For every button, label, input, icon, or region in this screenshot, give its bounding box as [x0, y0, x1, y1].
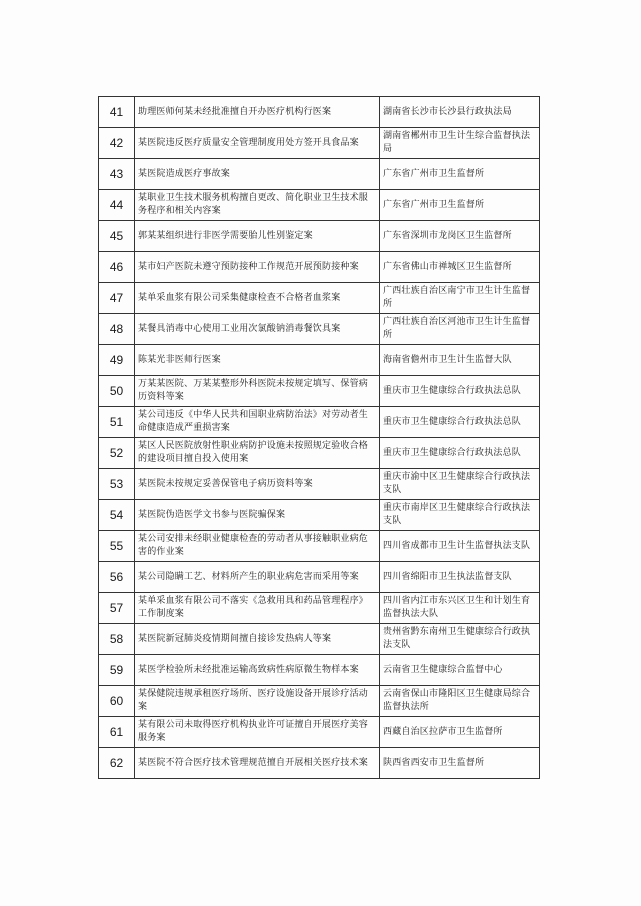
case-name-cell: [135, 407, 380, 438]
case-name: 某餐具消毒中心使用工业用次氯酸钠消毒餐饮具案: [138, 323, 341, 334]
case-name-cell: [135, 717, 380, 748]
table-row: [99, 314, 540, 345]
case-name: 某区人民医院放射性职业病防护设施未按照规定验收合格的建设项目擅自投入使用案: [138, 441, 369, 464]
case-name-cell: [135, 593, 380, 624]
agency-name: 广东省广州市卫生监督所: [383, 199, 485, 210]
agency-cell: [380, 655, 540, 686]
agency-name: 四川省成都市卫生计生监督执法支队: [383, 540, 531, 551]
table-row: [99, 128, 540, 159]
agency-cell: [380, 314, 540, 345]
agency-name: 四川省绵阳市卫生执法监督支队: [383, 571, 512, 582]
case-name-cell: [135, 345, 380, 376]
case-table-body: [99, 97, 540, 779]
agency-cell: [380, 376, 540, 407]
case-number: 45: [99, 221, 135, 252]
case-number: 42: [99, 128, 135, 159]
agency-cell: [380, 593, 540, 624]
agency-name: 重庆市南岸区卫生健康综合行政执法支队: [383, 503, 531, 526]
agency-name: 广东省广州市卫生监督所: [383, 168, 485, 179]
case-name: 某单采血浆有限公司不落实《急救用具和药品管理程序》工作制度案: [138, 596, 369, 619]
table-row: [99, 190, 540, 221]
agency-cell: [380, 500, 540, 531]
agency-cell: [380, 562, 540, 593]
case-name: 某公司隐瞒工艺、材料所产生的职业病危害而采用等案: [138, 571, 359, 582]
agency-name: 湖南省长沙市长沙县行政执法局: [383, 106, 512, 117]
case-number: 62: [99, 748, 135, 779]
agency-name: 广西壮族自治区河池市卫生计生监督所: [383, 317, 531, 340]
agency-name: 海南省儋州市卫生计生监督大队: [383, 354, 512, 365]
table-row: [99, 252, 540, 283]
agency-cell: [380, 97, 540, 128]
agency-name: 重庆市卫生健康综合行政执法总队: [383, 385, 522, 396]
case-number: 43: [99, 159, 135, 190]
agency-cell: [380, 624, 540, 655]
case-table: [98, 96, 540, 779]
case-name: 某公司违反《中华人民共和国职业病防治法》对劳动者生命健康造成严重损害案: [138, 410, 369, 433]
agency-name: 重庆市卫生健康综合行政执法总队: [383, 447, 522, 458]
table-row: [99, 593, 540, 624]
case-number: 60: [99, 686, 135, 717]
table-row: [99, 531, 540, 562]
case-name-cell: [135, 655, 380, 686]
agency-cell: [380, 407, 540, 438]
table-row: [99, 748, 540, 779]
agency-name: 广东省深圳市龙岗区卫生监督所: [383, 230, 512, 241]
agency-name: 重庆市卫生健康综合行政执法总队: [383, 416, 522, 427]
table-row: [99, 717, 540, 748]
agency-cell: [380, 252, 540, 283]
case-number: 46: [99, 252, 135, 283]
case-name-cell: [135, 190, 380, 221]
case-name-cell: [135, 686, 380, 717]
table-row: [99, 655, 540, 686]
case-name: 某医院造成医疗事故案: [138, 168, 231, 179]
case-number: 54: [99, 500, 135, 531]
case-name-cell: [135, 97, 380, 128]
agency-cell: [380, 190, 540, 221]
case-number: 52: [99, 438, 135, 469]
agency-cell: [380, 159, 540, 190]
case-number: 51: [99, 407, 135, 438]
case-name-cell: [135, 624, 380, 655]
agency-name: 云南省保山市隆阳区卫生健康局综合监督执法所: [383, 689, 531, 712]
case-name: 某保健院违规承租医疗场所、医疗设施设备开展诊疗活动案: [138, 689, 369, 712]
agency-name: 云南省卫生健康综合监督中心: [383, 664, 503, 675]
agency-name: 贵州省黔东南州卫生健康综合行政执法支队: [383, 627, 531, 650]
table-row: [99, 500, 540, 531]
case-number: 41: [99, 97, 135, 128]
case-name: 万某某医院、万某某整形外科医院未按规定填写、保管病历资料等案: [138, 379, 369, 402]
case-name-cell: [135, 283, 380, 314]
case-name-cell: [135, 562, 380, 593]
case-name: 某医学检验所未经批准运输高致病性病原微生物样本案: [138, 664, 359, 675]
table-row: [99, 221, 540, 252]
case-number: 44: [99, 190, 135, 221]
agency-name: 重庆市渝中区卫生健康综合行政执法支队: [383, 472, 531, 495]
agency-cell: [380, 438, 540, 469]
agency-name: 湖南省郴州市卫生计生综合监督执法局: [383, 131, 531, 154]
table-row: [99, 686, 540, 717]
agency-name: 西藏自治区拉萨市卫生监督所: [383, 726, 503, 737]
agency-cell: [380, 469, 540, 500]
case-name-cell: [135, 314, 380, 345]
case-name: 某公司安排未经职业健康检查的劳动者从事接触职业病危害的作业案: [138, 534, 369, 557]
case-name-cell: [135, 531, 380, 562]
table-row: [99, 159, 540, 190]
case-name-cell: [135, 748, 380, 779]
agency-cell: [380, 748, 540, 779]
case-name: 某市妇产医院未遵守预防接种工作规范开展预防接种案: [138, 261, 359, 272]
case-name-cell: [135, 469, 380, 500]
case-name: 某单采血浆有限公司采集健康检查不合格者血浆案: [138, 292, 341, 303]
case-name-cell: [135, 159, 380, 190]
agency-name: 广西壮族自治区南宁市卫生计生监督所: [383, 286, 531, 309]
case-number: 55: [99, 531, 135, 562]
table-row: [99, 345, 540, 376]
table-row: [99, 438, 540, 469]
table-row: [99, 469, 540, 500]
case-name-cell: [135, 500, 380, 531]
case-name-cell: [135, 221, 380, 252]
case-name-cell: [135, 376, 380, 407]
case-number: 49: [99, 345, 135, 376]
table-row: [99, 97, 540, 128]
case-name: 郭某某组织进行非医学需要胎儿性别鉴定案: [138, 230, 313, 241]
case-number: 58: [99, 624, 135, 655]
table-row: [99, 376, 540, 407]
table-row: [99, 283, 540, 314]
table-row: [99, 562, 540, 593]
agency-cell: [380, 283, 540, 314]
case-name: 某医院新冠肺炎疫情期间擅自接诊发热病人等案: [138, 633, 332, 644]
case-name: 某医院未按规定妥善保管电子病历资料等案: [138, 478, 313, 489]
case-name: 某有限公司未取得医疗机构执业许可证擅自开展医疗美容服务案: [138, 720, 369, 743]
agency-cell: [380, 345, 540, 376]
case-number: 61: [99, 717, 135, 748]
case-number: 56: [99, 562, 135, 593]
agency-cell: [380, 686, 540, 717]
case-number: 59: [99, 655, 135, 686]
case-number: 48: [99, 314, 135, 345]
case-number: 50: [99, 376, 135, 407]
table-row: [99, 407, 540, 438]
case-name: 某医院不符合医疗技术管理规范擅自开展相关医疗技术案: [138, 757, 369, 768]
case-name: 某医院伪造医学文书参与医院骗保案: [138, 509, 286, 520]
case-name: 某医院违反医疗质量安全管理制度用处方签开具食品案: [138, 137, 359, 148]
agency-name: 广东省佛山市禅城区卫生监督所: [383, 261, 512, 272]
agency-cell: [380, 221, 540, 252]
agency-name: 四川省内江市东兴区卫生和计划生育监督执法大队: [383, 596, 531, 619]
case-number: 47: [99, 283, 135, 314]
case-name: 助理医师何某未经批准擅自开办医疗机构行医案: [138, 106, 332, 117]
case-name: 某职业卫生技术服务机构擅自更改、简化职业卫生技术服务程序和相关内容案: [138, 193, 369, 216]
case-name: 陈某光非医师行医案: [138, 354, 221, 365]
agency-name: 陕西省西安市卫生监督所: [383, 757, 485, 768]
case-name-cell: [135, 252, 380, 283]
case-name-cell: [135, 438, 380, 469]
agency-cell: [380, 717, 540, 748]
agency-cell: [380, 128, 540, 159]
case-number: 53: [99, 469, 135, 500]
table-row: [99, 624, 540, 655]
agency-cell: [380, 531, 540, 562]
case-name-cell: [135, 128, 380, 159]
case-number: 57: [99, 593, 135, 624]
